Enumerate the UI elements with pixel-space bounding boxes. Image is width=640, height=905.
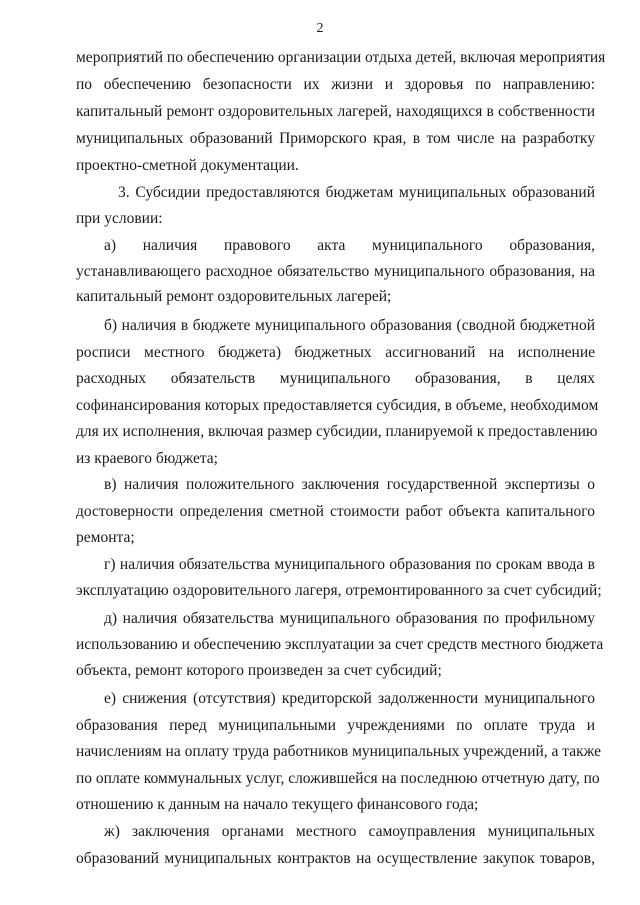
text-line: образований муниципальных контрактов на осуществление закупок товаров,: [76, 850, 595, 867]
text-line: ремонта;: [76, 529, 135, 546]
text-line: б) наличия в бюджете муниципального образования (сводной бюджетной: [104, 317, 595, 334]
text-line: софинансирования которых предоставляется субсидия, в объеме, необходимом: [76, 396, 599, 414]
text-line: расходных обязательств муниципального образования, в целях: [76, 370, 595, 387]
text-line: а) наличия правового акта муниципального образования,: [104, 237, 595, 254]
text-line: е) снижения (отсутствия) кредиторской задолженности муниципального: [104, 690, 595, 707]
text-line: муниципальных образований Приморского края, в том числе на разработку: [76, 130, 595, 147]
text-line: достоверности определения сметной стоимости работ объекта капитального: [76, 502, 595, 520]
text-line: капитальный ремонт оздоровительных лагерей;: [76, 288, 392, 305]
text-line: по обеспечению безопасности их жизни и здоровья по направлению:: [76, 76, 595, 93]
text-line: объекта, ремонт которого произведен за счет субсидий;: [76, 662, 442, 679]
text-line: в) наличия положительного заключения государственной экспертизы о: [104, 476, 595, 493]
text-line: устанавливающего расходное обязательство муниципального образования, на: [76, 262, 595, 280]
text-line: 3. Субсидии предоставляются бюджетам муниципальных образований: [118, 184, 595, 201]
text-line: д) наличия обязательства муниципального образования по профильному: [104, 610, 595, 627]
text-line: капитальный ремонт оздоровительных лагерей, находящихся в собственности: [76, 103, 595, 120]
text-line: по оплате коммунальных услуг, сложившейся на последнюю отчетную дату, по: [76, 769, 600, 787]
text-line: начислениям на оплату труда работников муниципальных учреждений, а также: [76, 743, 602, 760]
text-line: использованию и обеспечению эксплуатации за счет средств местного бюджета: [76, 636, 604, 653]
text-line: г) наличия обязательства муниципального образования по срокам ввода в: [104, 556, 595, 573]
text-line: образования перед муниципальными учреждениями по оплате труда и: [76, 716, 595, 734]
text-line: проектно-сметной документации.: [76, 157, 299, 174]
page-number: 2: [316, 21, 324, 36]
text-line: при условии:: [76, 210, 163, 227]
text-line: для их исполнения, включая размер субсидии, планируемой к предоставлению: [76, 423, 598, 440]
text-line: эксплуатацию оздоровительного лагеря, отремонтированного за счет субсидий;: [76, 582, 602, 599]
text-line: отношению к данным на начало текущего финансового года;: [76, 796, 479, 813]
text-line: ж) заключения органами местного самоуправления муниципальных: [104, 823, 595, 840]
text-line: мероприятий по обеспечению организации отдыха детей, включая мероприятия: [76, 49, 606, 66]
text-line: из краевого бюджета;: [76, 449, 218, 467]
text-line: росписи местного бюджета) бюджетных ассигнований на исполнение: [76, 343, 595, 361]
